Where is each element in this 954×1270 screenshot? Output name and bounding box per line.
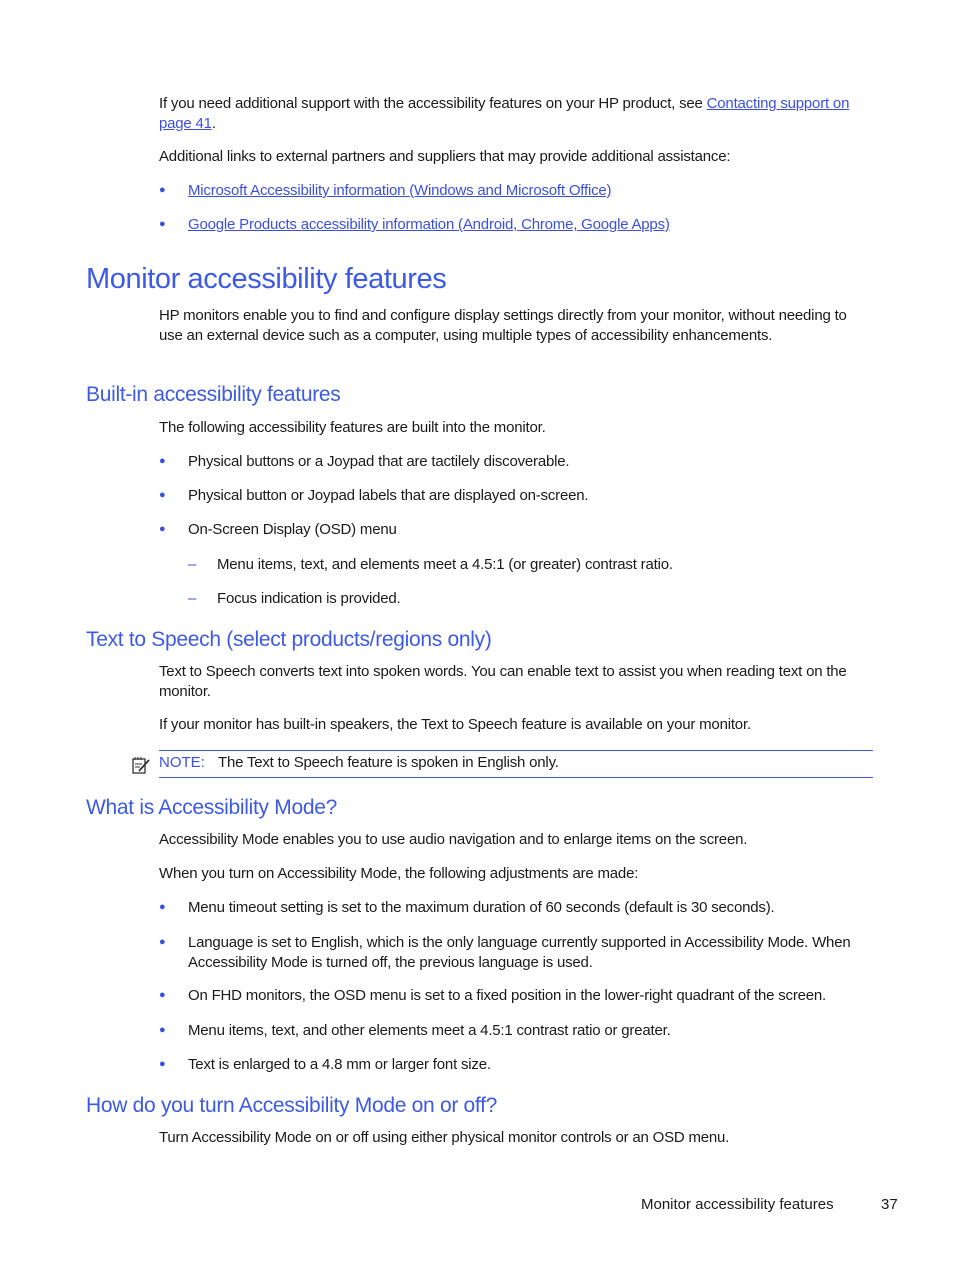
- sub-list-item: Menu items, text, and elements meet a 4.5:1 (or greater) contrast ratio.: [217, 556, 673, 573]
- note-label: NOTE:: [159, 754, 205, 771]
- list-item: Menu timeout setting is set to the maximum duration of 60 seconds (default is 30 seconds).: [188, 899, 775, 916]
- bullet-icon: ●: [159, 455, 166, 467]
- list-item: Language is set to English, which is the only language currently supported in Accessibility Mode. When Accessibility Mode is turned off, the previous language is used.: [188, 934, 851, 971]
- bullet-icon: ●: [159, 489, 166, 501]
- bullet-icon: ●: [159, 184, 166, 196]
- tts-heading: Text to Speech (select products/regions only): [86, 628, 492, 651]
- list-item: On-Screen Display (OSD) menu: [188, 521, 397, 538]
- note-top-rule: [159, 750, 873, 751]
- page-title: Monitor accessibility features: [86, 263, 447, 295]
- footer-section-title: Monitor accessibility features: [641, 1196, 834, 1213]
- tts-paragraph-2: If your monitor has built-in speakers, the Text to Speech feature is available on your monitor.: [159, 716, 751, 733]
- toggle-paragraph: Turn Accessibility Mode on or off using either physical monitor controls or an OSD menu.: [159, 1129, 730, 1146]
- list-item: Physical button or Joypad labels that are displayed on-screen.: [188, 487, 589, 504]
- bullet-icon: ●: [159, 936, 166, 948]
- links-intro: Additional links to external partners and suppliers that may provide additional assistance:: [159, 148, 731, 165]
- toggle-heading: How do you turn Accessibility Mode on or off?: [86, 1094, 498, 1117]
- bullet-icon: ●: [159, 218, 166, 230]
- bullet-icon: ●: [159, 1058, 166, 1070]
- mode-heading: What is Accessibility Mode?: [86, 796, 337, 819]
- dash-icon: –: [188, 590, 197, 607]
- dash-icon: –: [188, 556, 197, 573]
- bullet-icon: ●: [159, 901, 166, 913]
- main-paragraph: HP monitors enable you to find and configure display settings directly from your monitor, without needing to use an external device such as a computer, using multiple types of accessibility enhancements.: [159, 307, 847, 344]
- list-item: On FHD monitors, the OSD menu is set to a fixed position in the lower-right quadrant of the screen.: [188, 987, 827, 1004]
- bullet-icon: ●: [159, 523, 166, 535]
- note-text: The Text to Speech feature is spoken in English only.: [218, 754, 559, 771]
- microsoft-accessibility-link[interactable]: Microsoft Accessibility information (Windows and Microsoft Office): [188, 182, 612, 199]
- note-bottom-rule: [159, 777, 873, 778]
- contacting-support-link[interactable]: Contacting support on page 41: [159, 95, 850, 132]
- bullet-icon: ●: [159, 1024, 166, 1036]
- tts-paragraph-1: Text to Speech converts text into spoken words. You can enable text to assist you when reading text on the monitor.: [159, 663, 847, 700]
- list-item: Physical buttons or a Joypad that are tactilely discoverable.: [188, 453, 570, 470]
- bullet-icon: ●: [159, 989, 166, 1001]
- builtin-intro: The following accessibility features are built into the monitor.: [159, 419, 546, 436]
- mode-paragraph-2: When you turn on Accessibility Mode, the following adjustments are made:: [159, 865, 639, 882]
- page-number: 37: [881, 1196, 898, 1213]
- list-item: Text is enlarged to a 4.8 mm or larger font size.: [188, 1056, 491, 1073]
- note-icon: [131, 755, 151, 775]
- google-accessibility-link[interactable]: Google Products accessibility information (Android, Chrome, Google Apps): [188, 216, 670, 233]
- sub-list-item: Focus indication is provided.: [217, 590, 401, 607]
- support-paragraph: If you need additional support with the accessibility features on your HP product, see Contacting support on page 41.: [159, 95, 850, 132]
- builtin-heading: Built-in accessibility features: [86, 383, 341, 406]
- mode-paragraph-1: Accessibility Mode enables you to use audio navigation and to enlarge items on the screen.: [159, 831, 748, 848]
- list-item: Menu items, text, and other elements meet a 4.5:1 contrast ratio or greater.: [188, 1022, 671, 1039]
